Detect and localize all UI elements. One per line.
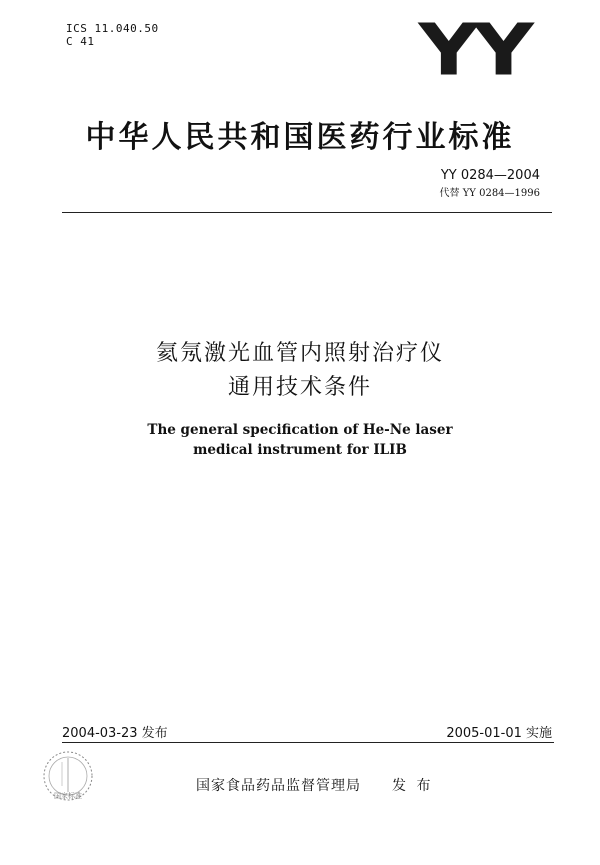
issue-date: 2004-03-23 发布 (62, 726, 168, 741)
ics-code: ICS 11.040.50 (66, 22, 159, 35)
publisher: 国家食品药品监督管理局 (196, 778, 361, 794)
publish-label: 发 布 (392, 778, 434, 794)
document-title-en-line1: The general specification of He-Ne laser (147, 422, 453, 438)
header-divider (62, 212, 552, 213)
document-title-en-line2: medical instrument for ILIB (193, 442, 407, 458)
svg-text:国家标准: 国家标准 (54, 792, 82, 800)
document-title-cn-line1: 氦氖激光血管内照射治疗仪 (155, 341, 444, 366)
seal-stamp-icon (40, 748, 96, 804)
footer-divider (62, 742, 554, 743)
document-title-cn-line2: 通用技术条件 (227, 375, 372, 400)
yy-logo: YY (418, 8, 528, 92)
standard-number: YY 0284—2004 (440, 168, 540, 183)
ccs-code: C 41 (66, 35, 95, 48)
replaces-standard: 代替 YY 0284—1996 (439, 188, 540, 199)
implementation-date: 2005-01-01 实施 (446, 726, 552, 741)
standard-title: 中华人民共和国医药行业标准 (85, 120, 515, 155)
